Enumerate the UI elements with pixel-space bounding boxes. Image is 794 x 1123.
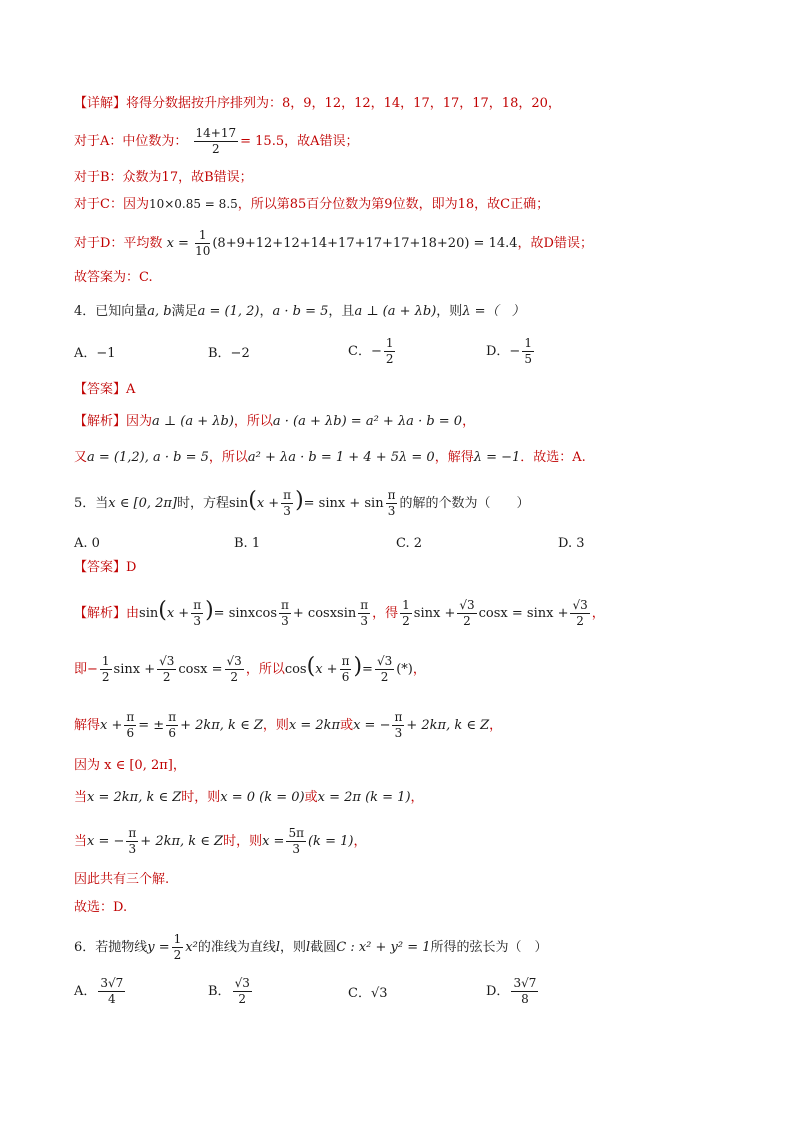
q5-l6-pi: π — [128, 826, 137, 840]
q4-answer — [74, 380, 135, 400]
q5-l6-pi3 — [126, 826, 138, 857]
q5-l1-f: cosx = sinx + — [478, 606, 569, 621]
q6-stem-i: 所得的弦长为（ ） — [430, 940, 548, 955]
q5-l1-b: = sinxcos — [213, 606, 278, 621]
q5-l2-e: = — [362, 662, 373, 677]
q5-analysis-2: 即− $\frac{1}{2}$ sinx + $\frac{√3}{2}$ cosx = $\frac{√3}{2}$ ，所以cos(x + $\frac{\pi}{6}$ )= $\frac{√3}{2}$ (*)， — [74, 654, 426, 684]
q5-l3-h: x = − — [353, 718, 391, 733]
q4-analysis-1 — [74, 412, 475, 432]
q5-l2-d: ，所以 — [245, 662, 285, 677]
q5-l1-frac2 — [279, 598, 291, 629]
q5-l1-33: 3 — [360, 614, 369, 628]
q5-l5-b: x = 2kπ, k ∈ Z — [87, 790, 182, 805]
q6-half — [172, 932, 184, 963]
q5-l2-pi6 — [340, 654, 352, 685]
q6-opt-a-den: 4 — [108, 992, 116, 1006]
q5-x-plus: x + — [256, 496, 280, 511]
q6-2: 2 — [173, 948, 182, 962]
q6-stem-e: ，则 — [280, 940, 307, 955]
q5-l6-3: 3 — [128, 842, 137, 856]
q5-l1-sin: sin — [139, 606, 159, 621]
q5-l1-a: 由 — [126, 606, 140, 621]
q4-option-a: A．−1 — [74, 346, 116, 361]
d-den: 10 — [195, 244, 211, 258]
q6-opt-d-den: 8 — [521, 992, 529, 1006]
q5-l5-d: x = 0 (k = 0) — [220, 790, 305, 805]
q5-l3-6b: 6 — [168, 726, 176, 740]
option-c-analysis — [74, 194, 549, 215]
q4-eq2: a · b = 5 — [272, 304, 329, 319]
q5-stem-c: 时，方程 — [177, 496, 230, 511]
q6-opt-b-frac — [233, 976, 252, 1007]
q4-an2f: λ = −1 — [473, 450, 521, 465]
q5-answer-tag: 【答案】 — [74, 560, 127, 575]
q5-l3-6: 6 — [126, 726, 135, 740]
c-prefix: 对于C：因为 — [74, 197, 149, 212]
q5-l3-pi6b — [166, 710, 178, 741]
q4-option-b: B．−2 — [208, 346, 250, 361]
q5-analysis-8: 故选：D. — [74, 900, 128, 915]
q5-l3-e: ，则 — [262, 718, 289, 733]
q6-opt-b-label: B． — [208, 984, 231, 999]
q5-l1-sqrt3: √3 — [459, 598, 475, 612]
q5-3: 3 — [283, 504, 291, 518]
q5-pi-3b — [386, 488, 398, 519]
q5-l1-sq2 — [570, 598, 589, 629]
q6-opt-d-num: 3√7 — [513, 976, 537, 990]
d-num: 1 — [195, 228, 210, 244]
q4-an2c: ，所以 — [208, 450, 248, 465]
q4-an1d: a · (a + λb) = a² + λa · b = 0 — [272, 414, 463, 429]
q4-eq4: λ =（ ） — [462, 304, 525, 319]
q5-l1-frac1 — [191, 598, 203, 629]
q5-l6-f: (k = 1) — [307, 834, 354, 849]
q4-an2b: a = (1,2), a · b = 5 — [87, 450, 209, 465]
q4-stem-b: 满足 — [171, 304, 198, 319]
q6-stem-b: y = — [147, 940, 170, 955]
q5-l3-pi3 — [392, 710, 404, 741]
q5-l1-2b: 2 — [463, 614, 471, 628]
q4-answer-tag: 【答案】 — [74, 382, 127, 397]
q5-l2-6: 6 — [341, 670, 350, 684]
q5-l5-c: 时，则 — [181, 790, 221, 805]
a-suffix: = 15.5，故A错误； — [240, 134, 359, 149]
q5-l2-sqrt3c: √3 — [376, 654, 393, 668]
q5-l3-b: x + — [100, 718, 123, 733]
q5-l3-g: 或 — [340, 718, 354, 733]
q5-analysis-3 — [74, 710, 502, 741]
q6-opt-d-frac — [511, 976, 538, 1007]
q4-analysis-tag: 【解析】 — [74, 414, 127, 429]
q4-opt-d-frac — [522, 336, 534, 367]
q5-option-a: A. 0 — [74, 536, 100, 551]
explain-text: 将得分数据按升序排列为：8，9，12，12，14，17，17，17，18，20， — [126, 96, 561, 111]
q6-l: l — [275, 940, 281, 955]
q5-l6-5pi: 5π — [288, 826, 304, 840]
q5-l1-sqrt3b: √3 — [572, 598, 588, 612]
option-a-analysis — [74, 126, 358, 157]
d-prefix: 对于D：平均数 — [74, 236, 163, 251]
q6-stem — [74, 932, 548, 963]
q5-pi-3 — [281, 488, 293, 519]
q6-option-b — [208, 976, 254, 1007]
q5-l6-b: x = − — [87, 834, 125, 849]
q5-analysis-5 — [74, 788, 424, 808]
q5-l5-a: 当 — [74, 790, 88, 805]
q5-pi: π — [283, 488, 292, 502]
q6-option-d — [486, 976, 540, 1007]
q5-stem-a: 5．当 — [74, 496, 109, 511]
q4-opt-c-label: C．− — [348, 344, 382, 359]
q5-l2-cos: cos — [284, 662, 307, 677]
q4-eq3: a ⊥ (a + λb) — [354, 304, 437, 319]
q6-option-a — [74, 976, 127, 1007]
q5-sin: sin — [229, 496, 249, 511]
q5-l1-c: + cosxsin — [292, 606, 357, 621]
q4-opt-d-label: D．− — [486, 344, 521, 359]
q5-l5-g: ， — [410, 790, 424, 805]
q5-l6-a: 当 — [74, 834, 88, 849]
q5-stem-e: = sinx + sin — [303, 496, 384, 511]
q4-stem-e: ，则 — [436, 304, 463, 319]
q5-l2-2: 2 — [101, 670, 110, 684]
q5-l2-2b: 2 — [162, 670, 171, 684]
q5-l1-half — [400, 598, 412, 629]
a-prefix: 对于A：中位数为： — [74, 134, 188, 149]
q4-an1c: ，所以 — [233, 414, 273, 429]
q4-an2a: 又 — [74, 450, 88, 465]
q5-l2-a: 即− — [74, 662, 98, 677]
q4-stem-d: ，且 — [328, 304, 355, 319]
q5-l6-g: ， — [353, 834, 367, 849]
q6-l2: l — [306, 940, 311, 955]
q5-l1-pi3: π — [360, 598, 369, 612]
q6-option-c: C．√3 — [348, 986, 388, 1001]
q5-l5-f: x = 2π (k = 1) — [317, 790, 411, 805]
q5-l5-e: 或 — [304, 790, 318, 805]
q5-analysis-1: 【解析】由sin(x + $\frac{\pi}{3}$ )= sinxcos $\frac{\pi}{3}$ + cosxsin $\frac{\pi}{3}$ ，得 $\frac{1}{2}$ sinx + $\frac{√3}{2}$ cosx = sinx + $\frac{√3}{2}$ ， — [74, 598, 605, 628]
option-b-analysis: 对于B：众数为17，故B错误； — [74, 170, 253, 185]
q5-option-c: C. 2 — [396, 536, 423, 551]
q5-l1-1: 1 — [402, 598, 410, 612]
q5-l3-c: = ± — [138, 718, 165, 733]
q4-an2d: a² + λa · b = 1 + 4 + 5λ = 0 — [247, 450, 435, 465]
q5-l1-2: 2 — [402, 614, 410, 628]
answer-c-line: 故答案为：C. — [74, 270, 153, 285]
q4-an1b: a ⊥ (a + λb) — [152, 414, 234, 429]
q5-analysis-4: 因为 x ∈ [0, 2π]， — [74, 758, 186, 773]
d-x: x = — [166, 236, 189, 251]
q5-stem-f: 的解的个数为（ ） — [399, 496, 530, 511]
explain-line — [74, 94, 561, 114]
q5-l1-pi: π — [193, 598, 202, 612]
q4-an1a: 因为 — [126, 414, 153, 429]
q5-l1-e: sinx + — [413, 606, 456, 621]
q5-l1-32: 3 — [281, 614, 289, 628]
q5-l2-f: ， — [412, 662, 426, 677]
q5-l6-d: 时，则 — [223, 834, 263, 849]
q4-stem — [74, 302, 525, 322]
q4-an1e: ， — [462, 414, 476, 429]
q5-l3-a: 解得 — [74, 718, 101, 733]
q4-opt-d-den: 5 — [524, 352, 532, 366]
q4-opt-c-den: 2 — [385, 352, 394, 366]
q5-l1-pi2: π — [281, 598, 289, 612]
q6-x2: x² — [185, 940, 198, 955]
q6-opt-b-den: 2 — [238, 992, 247, 1006]
q5-l6-5pi3 — [286, 826, 306, 857]
q6-opt-a-frac — [98, 976, 125, 1007]
explain-tag: 【详解】 — [74, 96, 127, 111]
q4-answer-val: A — [126, 382, 136, 397]
q5-l3-pib: π — [168, 710, 177, 724]
q5-l3-j: ， — [489, 718, 503, 733]
q5-l3-d: + 2kπ, k ∈ Z — [180, 718, 263, 733]
q5-analysis-7: 因此共有三个解. — [74, 872, 170, 887]
q6-opt-b-num: √3 — [234, 976, 250, 990]
q5-l3-3: 3 — [394, 726, 403, 740]
q4-eq1: a = (1, 2) — [197, 304, 260, 319]
q6-stem-a: 6．若抛物线 — [74, 940, 148, 955]
q5-l3-pi6 — [124, 710, 136, 741]
q5-l2-sq — [157, 654, 176, 685]
q4-stem-a: 4．已知向量 — [74, 304, 148, 319]
c-math: 10×0.85 = 8.5 — [148, 197, 238, 211]
a-den: 2 — [212, 142, 220, 156]
q4-vectors: a, b — [147, 304, 172, 319]
q5-l1-2c: 2 — [576, 614, 584, 628]
q5-answer-val: D — [126, 560, 137, 575]
q5-pi-b: π — [387, 488, 396, 502]
q5-analysis-tag: 【解析】 — [74, 606, 127, 621]
q6-opt-a-num: 3√7 — [100, 976, 124, 990]
q6-opt-a-label: A． — [74, 984, 97, 999]
q4-stem-c: ， — [259, 304, 273, 319]
q5-l2-b: sinx + — [113, 662, 156, 677]
q5-l6-e: x = — [262, 834, 285, 849]
q5-answer — [74, 558, 136, 578]
q4-option-c — [348, 336, 397, 367]
q6-opt-d-label: D． — [486, 984, 510, 999]
q5-l2-pi: π — [341, 654, 350, 668]
q5-option-d: D. 3 — [558, 536, 585, 551]
c-suffix: ，所以第85百分位数为第9位数，即为18，故C正确； — [237, 197, 550, 212]
q5-l1-3: 3 — [193, 614, 201, 628]
q5-l3-pic: π — [394, 710, 403, 724]
q5-stem-b: x ∈ [0, 2π] — [108, 496, 177, 511]
q4-opt-c-num: 1 — [385, 336, 394, 350]
q5-analysis-6 — [74, 826, 366, 857]
d-fraction — [195, 228, 210, 259]
q5-l2-2c: 2 — [230, 670, 238, 684]
q5-l2-sq2 — [225, 654, 244, 685]
q4-option-d — [486, 336, 536, 367]
q5-l2-half — [100, 654, 112, 685]
option-d-analysis — [74, 228, 593, 259]
q5-l1-frac3 — [358, 598, 370, 629]
q5-l2-star: (*) — [396, 662, 413, 677]
q5-l3-f: x = 2kπ — [288, 718, 341, 733]
q4-opt-d-num: 1 — [524, 336, 532, 350]
q5-option-b: B. 1 — [234, 536, 261, 551]
q5-l2-sq3 — [375, 654, 394, 685]
a-num: 14+17 — [195, 126, 237, 140]
q5-l3-i: + 2kπ, k ∈ Z — [406, 718, 490, 733]
q4-an2e: ，解得 — [434, 450, 474, 465]
q5-l1-g: ， — [591, 606, 605, 621]
q5-3-b: 3 — [387, 504, 396, 518]
q5-l2-sqrt3: √3 — [159, 654, 175, 668]
q6-circle: C : x² + y² = 1 — [336, 940, 431, 955]
q6-1: 1 — [173, 932, 182, 946]
q4-analysis-2 — [74, 448, 586, 468]
q5-l2-x: x + — [315, 662, 338, 677]
d-expr: (8+9+12+12+14+17+17+17+18+20) = 14.4 — [212, 236, 518, 251]
q4-opt-c-frac — [384, 336, 396, 367]
q5-l6-3b: 3 — [292, 842, 301, 856]
q5-stem: 5．当x ∈ [0, 2π]时，方程sin(x + $\frac{\pi}{3}$ )= sinx + sin $\frac{\pi}{3}$ 的解的个数为（ ） — [74, 488, 530, 518]
q4-an2g: ．故选：A. — [520, 450, 586, 465]
d-suffix: ，故D错误； — [517, 236, 593, 251]
q6-stem-g: 截圆 — [310, 940, 337, 955]
q5-l2-1: 1 — [101, 654, 110, 668]
q5-l2-2d: 2 — [380, 670, 389, 684]
q5-l3-pi: π — [126, 710, 135, 724]
q5-l1-d: ，得 — [372, 606, 399, 621]
a-fraction — [194, 126, 239, 157]
q5-l1-x: x + — [166, 606, 190, 621]
q5-l2-c: cosx = — [178, 662, 223, 677]
q5-l1-sq — [457, 598, 476, 629]
q6-stem-d: 的准线为直线 — [197, 940, 276, 955]
q5-l6-c: + 2kπ, k ∈ Z — [140, 834, 224, 849]
q5-l2-sqrt3b: √3 — [226, 654, 242, 668]
